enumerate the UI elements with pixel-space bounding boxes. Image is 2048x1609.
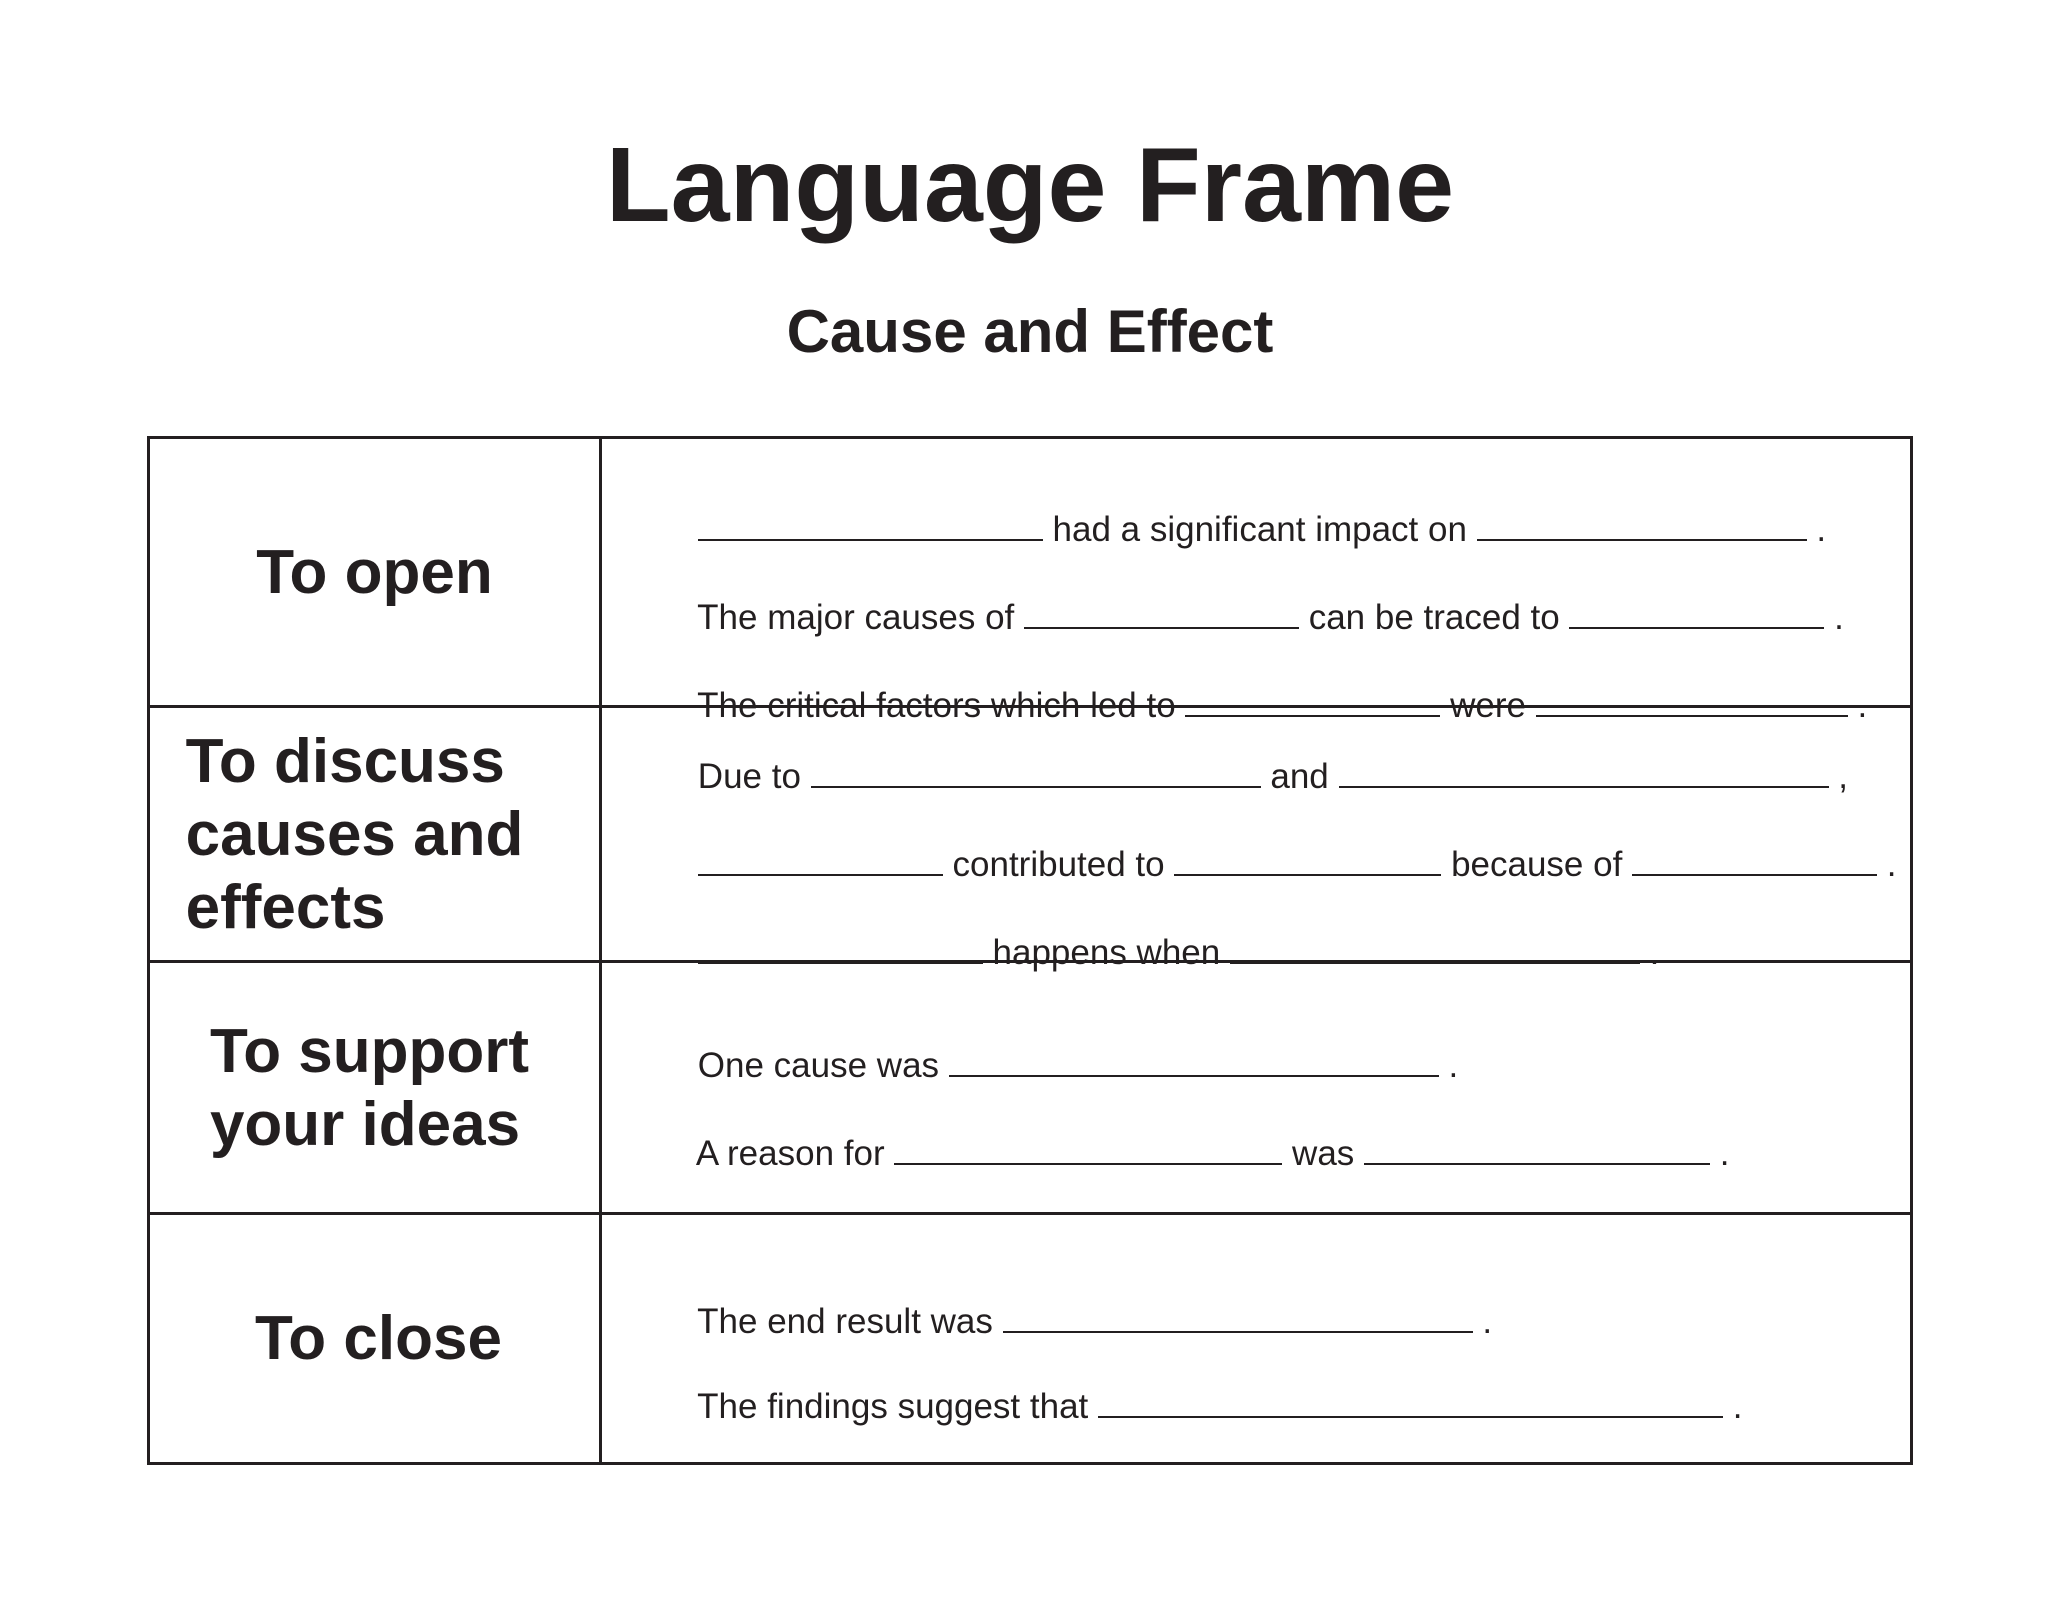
blank-line[interactable] [698,509,1043,541]
sentence-frame: One cause was . [697,1046,1459,1085]
blank-line[interactable] [1477,509,1807,541]
blank-line[interactable] [1632,844,1877,876]
sentence-frame: The end result was . [697,1302,1493,1341]
blank-line[interactable] [1003,1301,1473,1333]
sentence-frame: The major causes of can be traced to . [697,598,1844,637]
row-label-discuss: To discuss causes and effects [185,726,524,942]
row-label-cell [150,708,602,960]
sentence-frame: happens when . [620,892,1659,1013]
sentence-frame: The findings suggest that . [697,1387,1743,1426]
blank-line[interactable] [894,1133,1282,1165]
row-label-support: To support your ideas [209,1016,530,1159]
page-title: Language Frame [605,126,1455,244]
sentence-cell [620,439,1910,725]
blank-line[interactable] [698,844,943,876]
row-label-cell [150,1215,602,1462]
row-label-cell [150,439,602,705]
page-subtitle: Cause and Effect [786,298,1274,365]
language-frame-table [147,436,1913,1465]
frame-row-support [150,960,1910,1212]
sentence-frame: Due to and , [697,757,1848,796]
sentence-frame: A reason for was . [695,1134,1730,1173]
sentence-frame: The critical factors which led to were . [697,686,1868,725]
frame-row-open [150,439,1910,725]
blank-line[interactable] [949,1045,1439,1077]
blank-line[interactable] [1364,1133,1710,1165]
blank-line[interactable] [1339,756,1829,788]
sentence-cell [620,963,1910,1212]
blank-line[interactable] [1024,597,1299,629]
row-label-open: To open [256,537,493,607]
row-label-close: To close [255,1304,502,1373]
sentence-cell [620,708,1910,972]
blank-line[interactable] [1174,844,1441,876]
row-label-cell [150,963,602,1212]
blank-line[interactable] [1098,1386,1723,1418]
sentence-frame: contributed to because of . [620,804,1897,925]
frame-row-discuss [150,705,1910,972]
blank-line[interactable] [811,756,1261,788]
sentence-frame: had a significant impact on . [620,469,1826,590]
blank-line[interactable] [1569,597,1824,629]
frame-row-close [150,1212,1910,1462]
sentence-cell [620,1215,1910,1462]
